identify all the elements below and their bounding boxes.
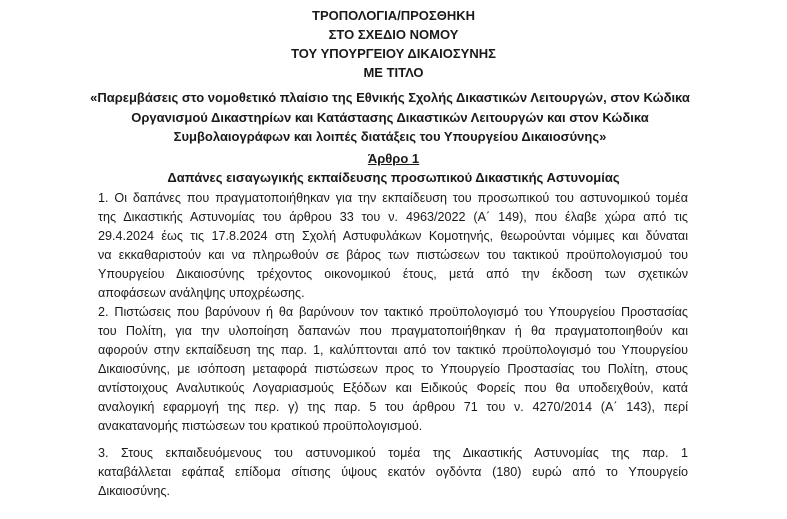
paragraph-1-line: αποφάσεων ανάληψης υποχρέωσης. [98,286,305,300]
paragraph-2-line: 2. Πιστώσεις που βαρύνουν ή θα βαρύνουν τον τακτικό προϋπολογισμό του Υπουργείου Προστασίας [98,305,688,319]
paragraph-1-line: να εκκαθαριστούν και να πληρωθούν σε βάρος των πιστώσεων του τακτικού προϋπολογισμού του [98,248,688,262]
paragraph-3-line: καταβάλλεται εφάπαξ επίδομα σίτισης ύψους εκατόν ογδόντα (180) ευρώ από το Υπουργείο [98,465,688,479]
bill-title-line-2: Οργανισμού Δικαστηρίων και Κατάστασης Δικαστικών Λειτουργών και στον Κώδικα [131,109,649,125]
paragraph-1-line: 29.4.2024 έως τις 17.8.2024 στη Σχολή Αστυφυλάκων Κομοτηνής, θεωρούνται νόμιμες και δύναται [98,229,688,243]
bill-title-line-3: Συμβολαιογράφων και λοιπές διατάξεις του Υπουργείου Δικαιοσύνης» [173,129,607,144]
bill-title-line-1: «Παρεμβάσεις στο νομοθετικό πλαίσιο της Εθνικής Σχολής Δικαστικών Λειτουργών, στον Κώδικα [90,90,690,105]
paragraph-3-line: 3. Στους εκπαιδευόμενους του αστυνομικού τομέα της Δικαστικής Αστυνομίας της παρ. 1 [98,446,688,460]
article-number [0,149,787,168]
paragraph-1-line: της Δικαστικής Αστυνομίας του άρθρου 33 του ν. 4963/2022 (Α΄ 149), που έλαβε χώρα από τις [98,210,688,224]
paragraph-2-line: αφορούν στην εκπαίδευση της παρ. 1, καλύπτονται από τον τακτικό προϋπολογισμό του Υπουργείου [98,343,688,357]
header-line-draft-law: ΣΤΟ ΣΧΕΔΙΟ ΝΟΜΟΥ [328,27,459,42]
paragraph-2-line: Δικαιοσύνης, με ισόποση μεταφορά πιστώσεων προς το Υπουργείο Προστασίας του Πολίτη, στους [98,362,688,376]
article-number-text: Άρθρο 1 [367,151,420,166]
header-line-ministry: ΤΟΥ ΥΠΟΥΡΓΕΙΟΥ ΔΙΚΑΙΟΣΥΝΗΣ [291,46,496,61]
paragraph-2-line: ανακατανομής πιστώσεων του κρατικού προϋπολογισμού. [98,419,423,433]
paragraph-2-line: αναλογική εφαρμογή της περ. γ) της παρ. 5 του άρθρου 71 του ν. 4270/2014 (Α΄ 143), περί [98,400,688,414]
paragraph-2-line: του Πολίτη, για την υλοποίηση δαπανών που πραγματοποιήθηκαν ή θα πραγματοποιηθούν και [98,324,688,338]
paragraph-1-line: Υπουργείου Δικαιοσύνης τρέχοντος οικονομικού έτους, μετά από την έκδοση των σχετικών [98,267,688,281]
header-line-with-title: ΜΕ ΤΙΤΛΟ [363,65,424,80]
paragraph-2-line: αντίστοιχους Αναλυτικούς Λογαριασμούς Εξόδων και Ειδικούς Φορείς που θα υποδειχθούν, κατά [98,381,688,395]
header-line-amendment: ΤΡΟΠΟΛΟΓΙΑ/ΠΡΟΣΘΗΚΗ [312,8,475,23]
paragraph-1-line: 1. Οι δαπάνες που πραγματοποιήθηκαν για την εκπαίδευση του προσωπικού του αστυνομικού τομέα [98,191,688,205]
article-title: Δαπάνες εισαγωγικής εκπαίδευσης προσωπικού Δικαστικής Αστυνομίας [167,170,620,185]
paragraph-3-line: Δικαιοσύνης. [98,484,170,498]
